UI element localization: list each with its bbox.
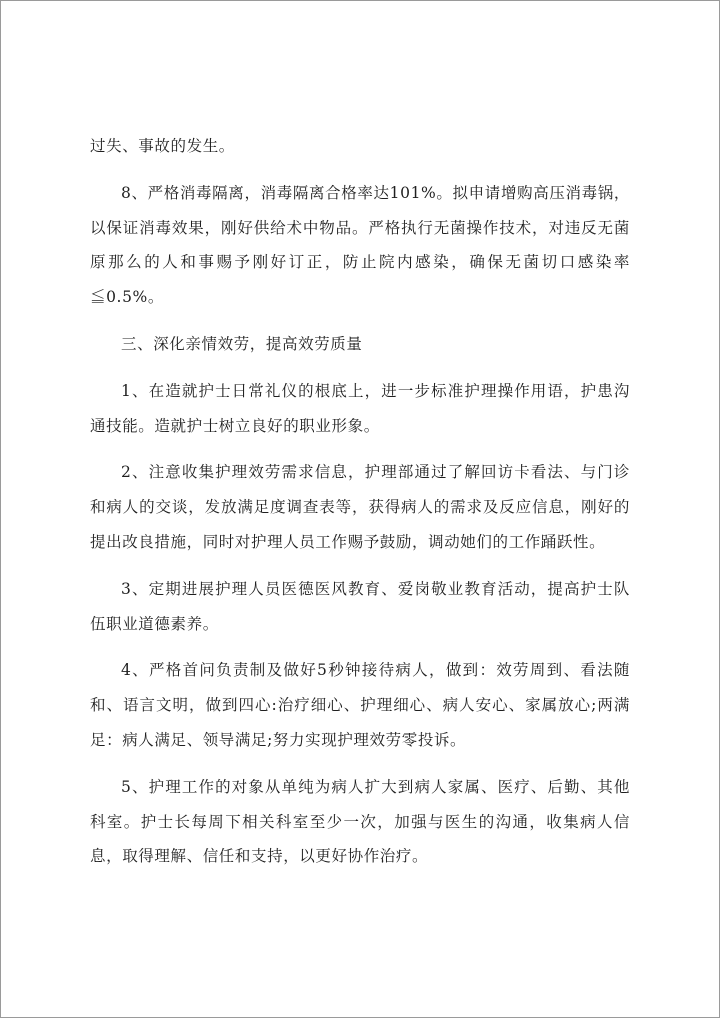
paragraph-item-5-cooperation: 5、护理工作的对象从单纯为病人扩大到病人家属、医疗、后勤、其他科室。护士长每周下相关科室至少一次，加强与医生的沟通，收集病人信息，取得理解、信任和支持，以更好协作治疗。 [90, 777, 630, 866]
paragraph-item-1-etiquette: 1、在造就护士日常礼仪的根底上，进一步标准护理操作用语，护患沟通技能。造就护士树立良好的职业形象。 [90, 381, 630, 435]
paragraph-item-8-disinfection: 8、严格消毒隔离，消毒隔离合格率达101%。拟申请增购高压消毒锅，以保证消毒效果，刚好供给术中物品。严格执行无菌操作技术，对违反无菌原那么的人和事赐予刚好订正，防止院内感染，确保无菌切口感染率≦0.5%。 [90, 183, 630, 307]
paragraph-item-2-feedback: 2、注意收集护理效劳需求信息，护理部通过了解回访卡看法、与门诊和病人的交谈，发放满足度调查表等，获得病人的需求及反应信息，刚好的提出改良措施，同时对护理人员工作赐予鼓励，调动她们的工作踊跃性。 [90, 463, 630, 551]
document-body [90, 129, 630, 874]
paragraph-item-4-responsibility: 4、严格首问负责制及做好5秒钟接待病人，做到：效劳周到、看法随和、语言文明，做到四心:治疗细心、护理细心、病人安心、家属放心;两满足：病人满足、领导满足;努力实现护理效劳零投诉。 [90, 661, 630, 749]
paragraph-continuation: 过失、事故的发生。 [90, 137, 235, 155]
paragraph-item-3-ethics: 3、定期进展护理人员医德医风教育、爱岗敬业教育活动，提高护士队伍职业道德素养。 [90, 579, 630, 633]
section-heading-3: 三、深化亲情效劳，提高效劳质量 [121, 334, 363, 353]
